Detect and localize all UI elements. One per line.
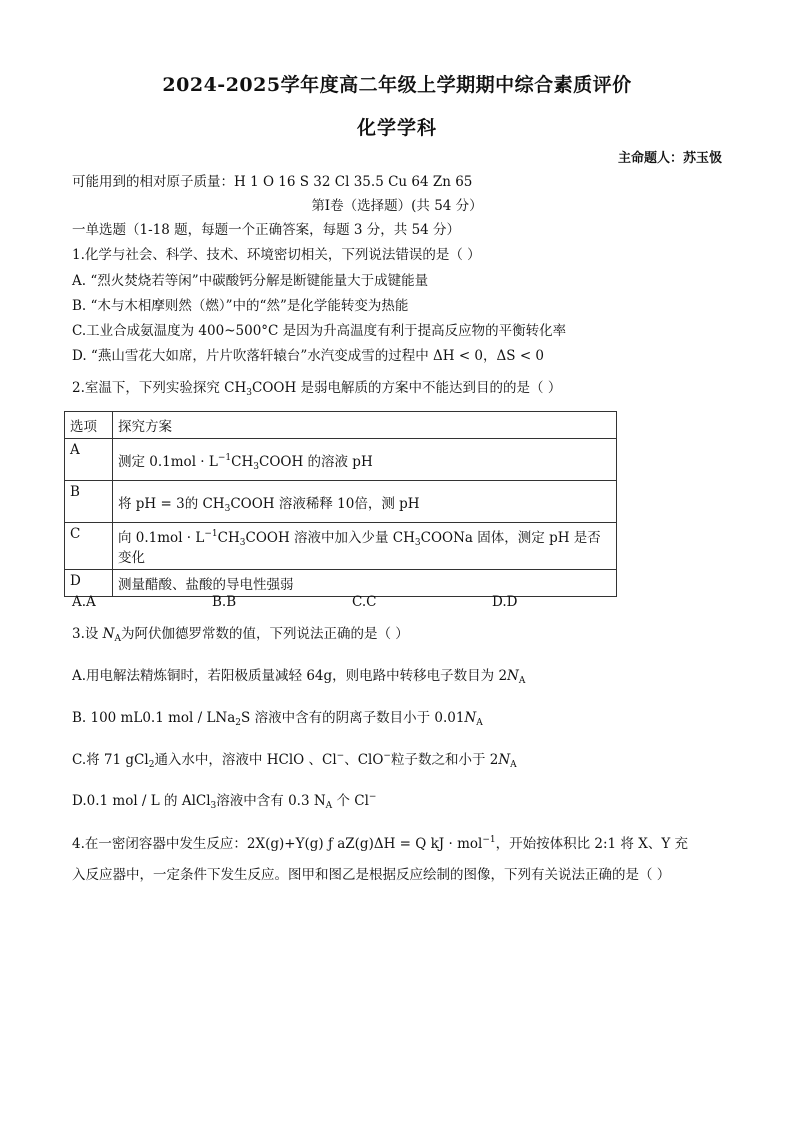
q2-answer-c: C.C xyxy=(352,594,377,610)
scheme-text: CH xyxy=(217,530,240,546)
row-scheme xyxy=(113,523,617,570)
table-header-option: 选项 xyxy=(65,412,113,439)
row-option: D xyxy=(65,570,113,597)
q2-stem xyxy=(72,379,561,399)
q3-option-b xyxy=(72,709,483,729)
subscript: 3 xyxy=(246,388,253,398)
row-option: A xyxy=(65,439,113,481)
na-symbol: N xyxy=(498,752,511,768)
subscript: 3 xyxy=(253,461,259,472)
exam-title: 2024-2025学年度高二年级上学期期中综合素质评价 xyxy=(162,74,632,96)
subscript: 2 xyxy=(235,718,242,728)
superscript: − xyxy=(336,751,345,761)
subscript: A xyxy=(476,718,483,728)
superscript: − xyxy=(368,792,377,802)
instructions: 一单选题（1-18 题，每题一个正确答案，每题 3 分，共 54 分） xyxy=(72,222,461,238)
q3-option-d xyxy=(72,792,376,812)
subscript: 3 xyxy=(224,503,231,514)
subject-title: 化学学科 xyxy=(356,117,437,139)
row-option: B xyxy=(65,481,113,523)
table-row xyxy=(65,570,617,597)
option-text: A.用电解法精炼铜时，若阳极质量减轻 64g，则电路中转移电子数目为 2 xyxy=(72,668,508,684)
superscript: −1 xyxy=(482,835,496,845)
option-text: C.将 71 gCl xyxy=(72,752,149,768)
q2-table xyxy=(64,411,617,597)
q1-option-b: B. “木与木相摩则然（燃）”中的“然”是化学能转变为热能 xyxy=(72,298,409,314)
row-scheme xyxy=(113,481,617,523)
superscript: − xyxy=(383,751,391,761)
scheme-text: COOH 溶液稀释 10倍，测 pH xyxy=(230,495,420,512)
na-symbol: N xyxy=(507,668,519,684)
row-scheme: 测量醋酸、盐酸的导电性强弱 xyxy=(113,570,617,597)
q1-stem: 1.化学与社会、科学、技术、环境密切相关，下列说法错误的是（ ） xyxy=(72,247,481,263)
q1-option-a: A. “烈火焚烧若等闲”中碳酸钙分解是断键能量大于成键能量 xyxy=(72,273,429,289)
q1-option-d: D. “燕山雪花大如席，片片吹落轩辕台”水汽变成雪的过程中 ΔH < 0，ΔS < 0 xyxy=(72,348,545,364)
option-text: B. 100 mL0.1 mol / LNa xyxy=(72,710,236,726)
q1-option-c: C.工业合成氨温度为 400~500°C 是因为升高温度有利于提高反应物的平衡转化率 xyxy=(72,323,567,339)
subscript: A xyxy=(518,676,526,686)
na-symbol: N xyxy=(464,710,477,726)
scheme-text: COOH 的溶液 pH xyxy=(258,453,373,470)
superscript: −1 xyxy=(217,452,232,463)
section-heading: 第Ⅰ卷（选择题）(共 54 分） xyxy=(311,198,483,214)
table-row xyxy=(65,523,617,570)
option-text: 个 Cl xyxy=(332,793,369,809)
subscript: A xyxy=(325,801,333,811)
scheme-text: COOH 溶液中加入少量 CH xyxy=(245,530,415,546)
q4-stem-part: ，开始按体积比 2:1 将 X、Y 充 xyxy=(495,836,689,852)
q3-stem xyxy=(72,625,409,645)
scheme-text: 向 0.1mol · L xyxy=(118,530,205,546)
q3-option-a xyxy=(72,667,525,687)
q4-stem-part: 4.在一密闭容器中发生反应：2X(g)+Y(g) ƒ aZ(g)ΔH = Q kJ · mol xyxy=(72,836,483,852)
q2-stem-part: COOH 是弱电解质的方案中不能达到目的的是（ ） xyxy=(252,380,562,396)
option-text: 溶液中含有 0.3 N xyxy=(216,793,326,809)
table-header-row xyxy=(65,412,617,439)
scheme-text: COONa 固体，测定 pH 是否变化 xyxy=(118,530,601,566)
superscript: −1 xyxy=(204,529,218,539)
scheme-text: 将 pH = 3的 CH xyxy=(118,495,225,512)
subscript: 3 xyxy=(239,538,246,548)
table-header-scheme: 探究方案 xyxy=(113,412,617,439)
author-line: 主命题人：苏玉忣 xyxy=(617,151,722,166)
scheme-text: 测定 0.1mol · L xyxy=(118,453,218,470)
row-scheme xyxy=(113,439,617,481)
q3-option-c xyxy=(72,751,517,771)
option-text: 通入水中，溶液中 HClO 、Cl xyxy=(154,752,337,768)
option-text: S 溶液中含有的阴离子数目小于 0.01 xyxy=(241,710,465,726)
q4-stem-line2: 入反应器中，一定条件下发生反应。图甲和图乙是根据反应绘制的图像，下列有关说法正确的是（ ） xyxy=(72,867,671,883)
subscript: 3 xyxy=(414,538,421,548)
scheme-text: CH xyxy=(231,453,254,470)
subscript: 3 xyxy=(210,801,217,811)
subscript: A xyxy=(114,634,121,644)
option-text: 、ClO xyxy=(344,752,384,768)
subscript: A xyxy=(510,760,517,770)
q2-answer-b: B.B xyxy=(212,594,237,610)
q3-stem-part: 为阿伏伽德罗常数的值，下列说法正确的是（ ） xyxy=(120,626,409,642)
na-symbol: N xyxy=(102,626,115,642)
option-text: D.0.1 mol / L 的 AlCl xyxy=(72,793,211,809)
q2-stem-part: 2.室温下，下列实验探究 CH xyxy=(72,380,247,396)
table-row xyxy=(65,481,617,523)
atomic-masses: 可能用到的相对原子质量：H 1 O 16 S 32 Cl 35.5 Cu 64 Zn 65 xyxy=(72,174,473,190)
table-row xyxy=(65,439,617,481)
row-option: C xyxy=(65,523,113,570)
q2-answer-a: A.A xyxy=(72,594,96,610)
q4-stem-line1 xyxy=(72,835,688,855)
option-text: 粒子数之和小于 2 xyxy=(390,752,499,768)
q2-answer-d: D.D xyxy=(492,594,518,610)
q3-stem-part: 3.设 xyxy=(72,626,103,642)
subscript: 2 xyxy=(148,760,155,770)
